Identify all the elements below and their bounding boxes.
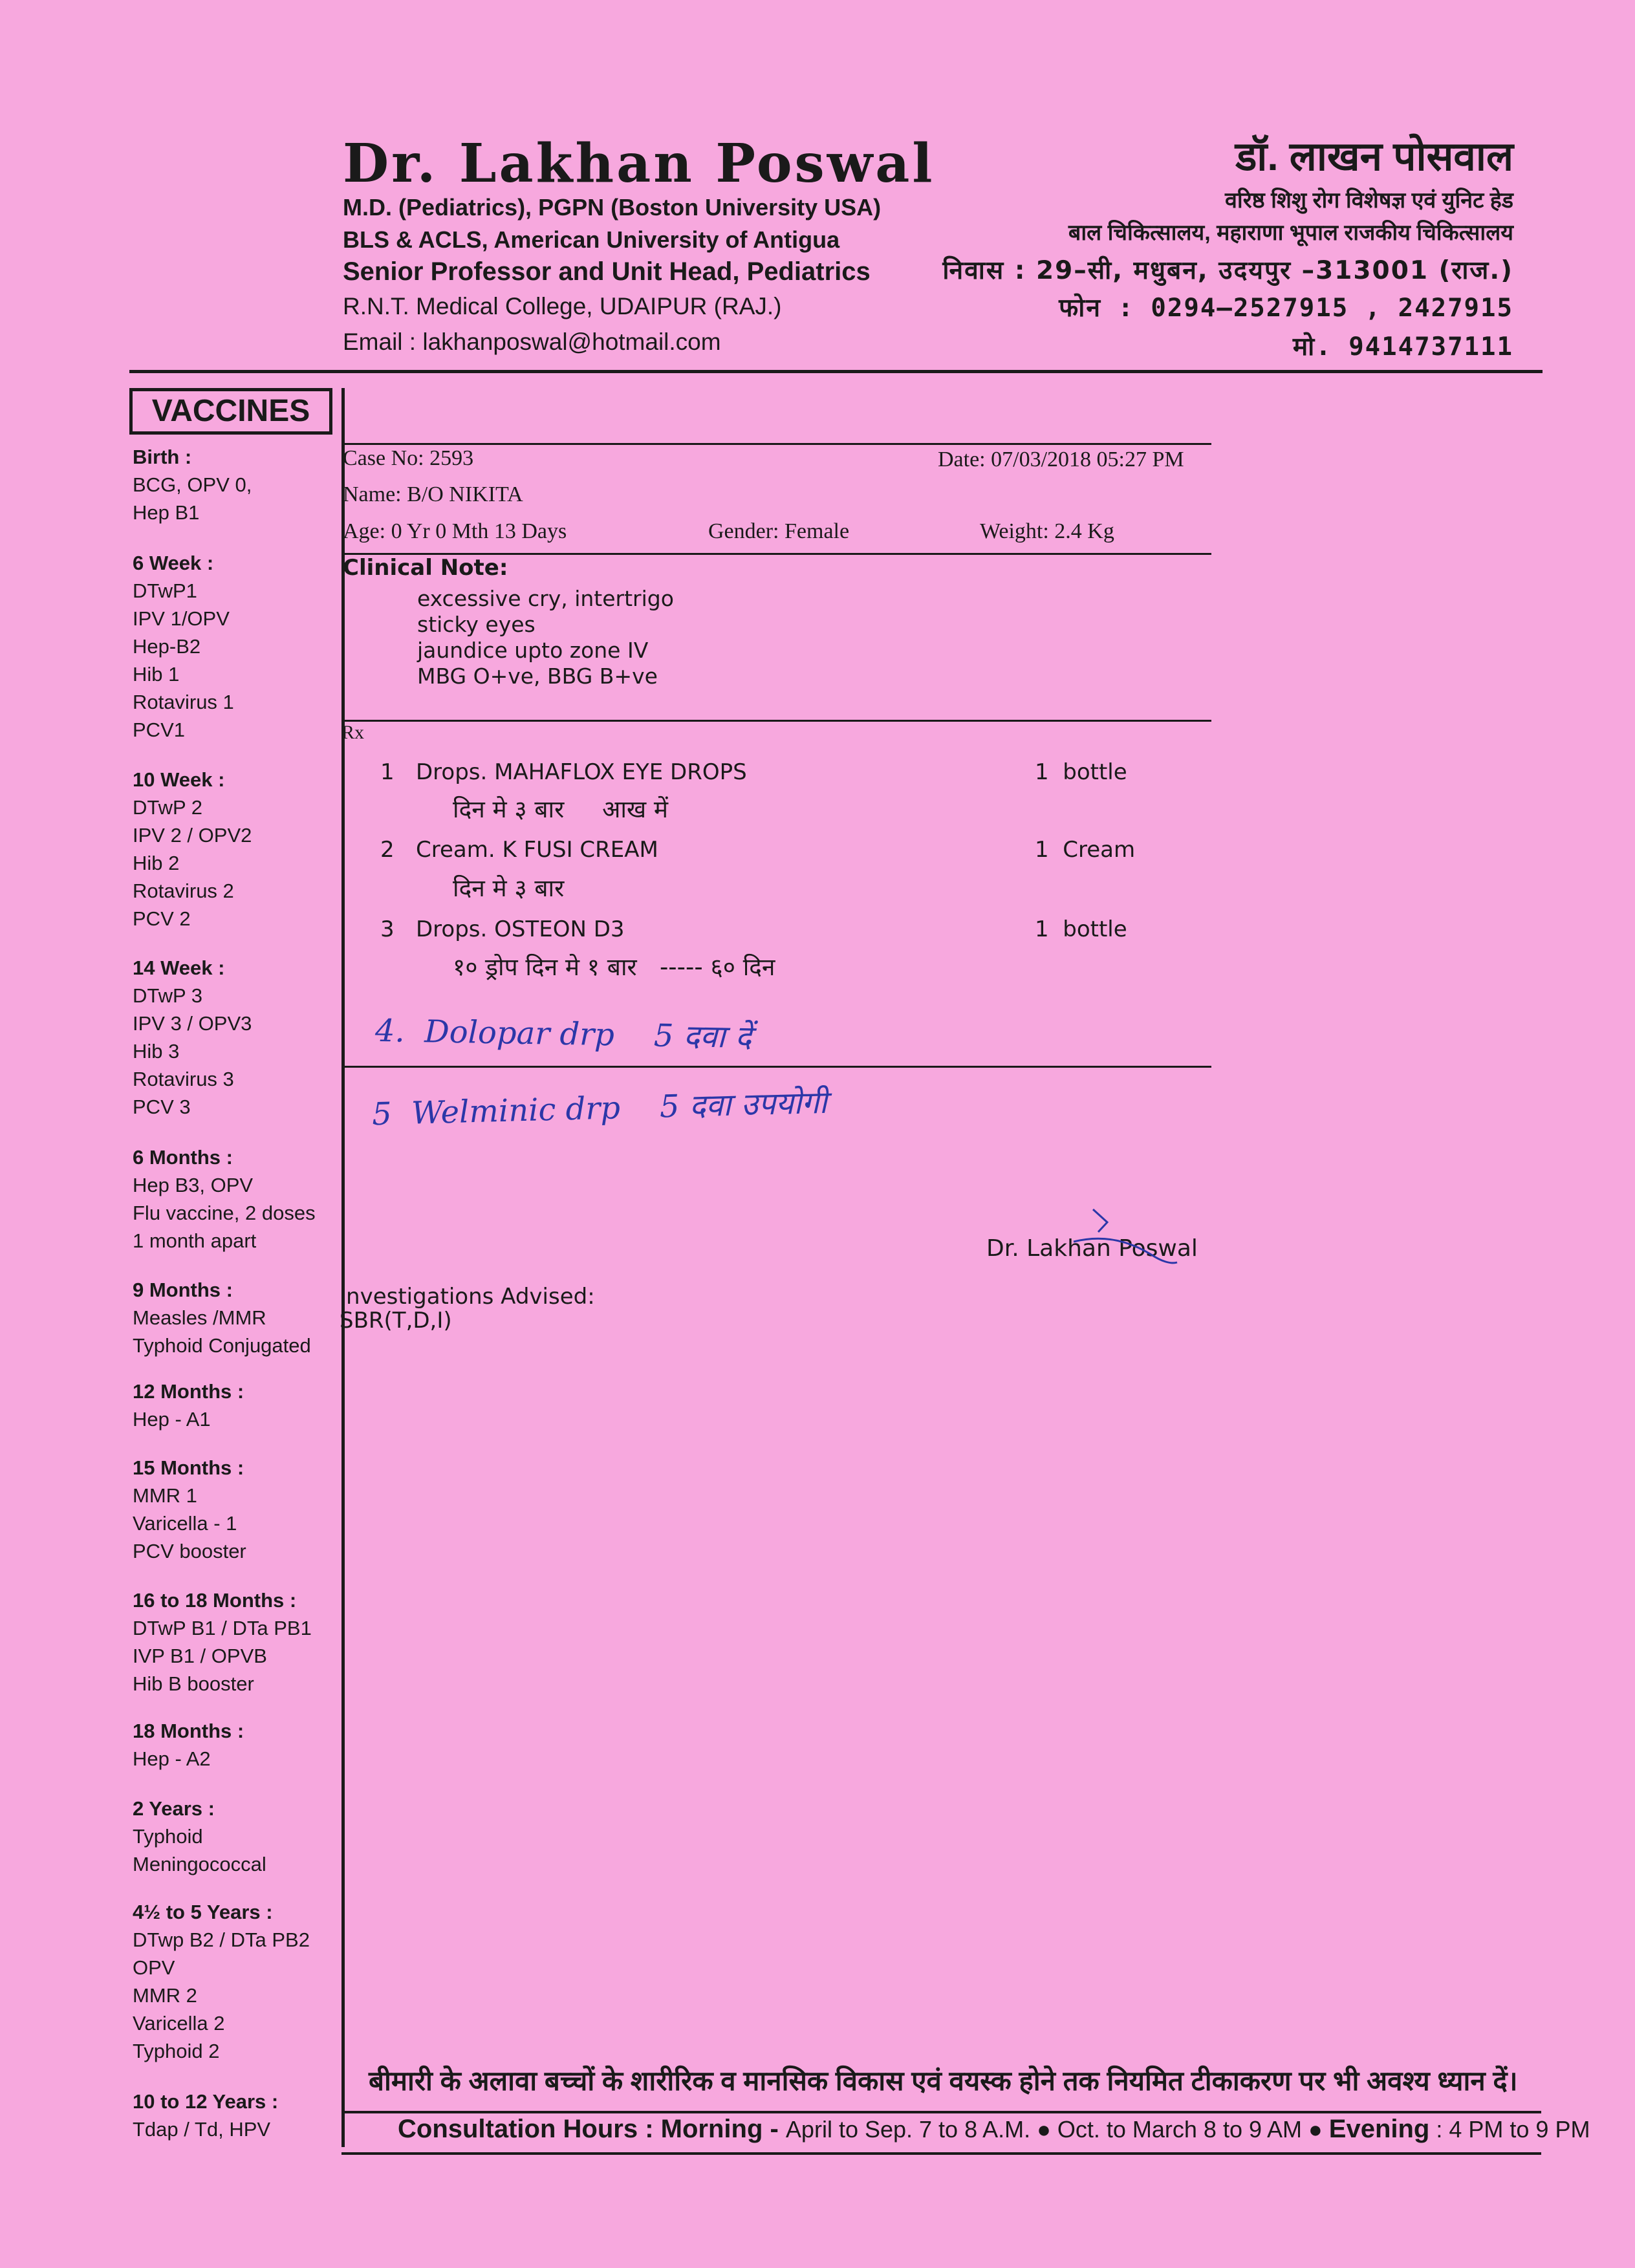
vaccine-item: Hib 2 — [133, 852, 180, 874]
vaccine-group-6-months — [133, 1143, 340, 1255]
vaccine-heading: 10 to 12 Years : — [133, 2090, 279, 2113]
investigations-label: Investigations Advised: — [340, 1284, 595, 1310]
position: Senior Professor and Unit Head, Pediatrics — [343, 257, 871, 286]
clinical-note-label: Clinical Note: — [343, 555, 508, 581]
vaccine-item: MMR 2 — [133, 1984, 197, 2007]
vaccine-item: Hib 3 — [133, 1040, 180, 1063]
vaccine-heading: 12 Months : — [133, 1380, 244, 1403]
vaccine-heading: 9 Months : — [133, 1279, 233, 1301]
footer-top-rule — [341, 2111, 1541, 2113]
vaccine-item: 1 month apart — [133, 1229, 257, 1252]
footer-bottom-rule — [341, 2152, 1541, 2155]
vaccine-group-10-12-years — [133, 2088, 340, 2143]
vaccine-item: PCV booster — [133, 1540, 246, 1562]
vaccine-heading: 6 Week : — [133, 552, 214, 574]
signature-scribble — [1048, 1203, 1190, 1280]
case-number: Case No: 2593 — [343, 446, 474, 470]
rx-item-number: 2 — [380, 837, 395, 863]
rx-label: Rx — [341, 722, 365, 743]
vaccine-item: Rotavirus 1 — [133, 691, 234, 713]
vaccine-heading: 6 Months : — [133, 1146, 233, 1169]
vaccine-group-18-months — [133, 1717, 340, 1773]
rx-item-instruction: दिन मे ३ बार — [453, 874, 565, 902]
vaccine-item: BCG, OPV 0, — [133, 473, 252, 496]
rx-item-number: 1 — [380, 759, 395, 785]
handwritten-rx-5: 5 Welminic drp 5 दवा उपयोगी — [371, 1084, 828, 1133]
clinical-note-line: jaundice upto zone IV — [417, 638, 649, 663]
vaccine-group-2-years — [133, 1795, 340, 1878]
vaccine-item: DTwP B1 / DTa PB1 — [133, 1617, 312, 1639]
handwritten-rx-4: 4. Dolopar drp 5 दवा दें — [374, 1012, 752, 1056]
footer-hindi-note: बीमारी के अलावा बच्चों के शारीरिक व मानसिक विकास एवं वयस्क होने तक नियमित टीकाकरण पर भी अवश्य ध्यान दें। — [369, 2066, 1518, 2096]
vaccine-item: Typhoid — [133, 1825, 203, 1848]
vaccine-item: Hep B3, OPV — [133, 1174, 254, 1196]
vaccine-item: Hep-B2 — [133, 635, 201, 658]
rx-item-quantity: 1 bottle — [1035, 759, 1127, 785]
evening-label: Evening — [1328, 2115, 1430, 2143]
vaccine-item: Hep B1 — [133, 501, 200, 524]
vaccine-item: PCV1 — [133, 718, 185, 741]
investigations-value: SBR(T,D,I) — [340, 1308, 452, 1334]
vaccine-group-12-months — [133, 1377, 340, 1433]
vaccine-item: Typhoid Conjugated — [133, 1334, 311, 1357]
rx-item-name: Drops. OSTEON D3 — [416, 916, 625, 942]
hindi-mobile: मो. 9414737111 — [1292, 332, 1513, 362]
clinical-note-lines — [417, 586, 674, 689]
vaccine-group-4-5-years — [133, 1898, 340, 2065]
vaccine-item: Hep - A1 — [133, 1408, 211, 1431]
vaccine-item: IVP B1 / OPVB — [133, 1645, 267, 1667]
vaccine-heading: 4½ to 5 Years : — [133, 1901, 273, 1923]
doctor-signature-name: Dr. Lakhan Poswal — [986, 1235, 1198, 1262]
vaccine-item: Measles /MMR — [133, 1306, 266, 1329]
morning-label: Morning - — [660, 2115, 786, 2143]
qualification: M.D. (Pediatrics), PGPN (Boston University USA) — [343, 194, 882, 221]
patient-weight: Weight: 2.4 Kg — [980, 519, 1114, 543]
rx-item-name: Cream. K FUSI CREAM — [416, 837, 658, 863]
hindi-hospital: बाल चिकित्सालय, महाराणा भूपाल राजकीय चिकित्सालय — [1068, 221, 1513, 245]
vaccine-item: DTwP1 — [133, 579, 197, 602]
clinical-note-line: sticky eyes — [417, 612, 536, 637]
vaccine-item: DTwp B2 / DTa PB2 — [133, 1928, 310, 1951]
evening-hours: : 4 PM to 9 PM — [1429, 2116, 1590, 2143]
vaccine-item: Varicella - 1 — [133, 1512, 237, 1535]
vaccine-item: MMR 1 — [133, 1484, 197, 1507]
vaccine-item: PCV 3 — [133, 1096, 191, 1118]
vaccine-group-6-week — [133, 549, 340, 744]
vaccine-item: Meningococcal — [133, 1853, 266, 1875]
clinical-bottom-rule — [341, 720, 1211, 722]
vaccine-item: DTwP 3 — [133, 984, 202, 1007]
vaccine-heading: 18 Months : — [133, 1720, 244, 1742]
rx-item-instruction: दिन मे ३ बार आख में — [453, 795, 669, 823]
vaccine-heading: Birth : — [133, 446, 192, 468]
clinical-note-line: excessive cry, intertrigo — [417, 586, 674, 611]
vaccine-heading: 14 Week : — [133, 956, 225, 979]
vaccine-item: Flu vaccine, 2 doses — [133, 1202, 316, 1224]
vaccine-item: Rotavirus 2 — [133, 880, 234, 902]
vaccine-group-16-18-months — [133, 1586, 340, 1698]
vaccine-group-10-week — [133, 766, 340, 933]
rx-item-quantity: 1 Cream — [1035, 837, 1136, 863]
vaccine-heading: 2 Years : — [133, 1797, 215, 1820]
vaccines-title: VACCINES — [129, 388, 332, 435]
rx-item-instruction: १० ड्रोप दिन मे १ बार ----- ६० दिन — [453, 953, 775, 981]
vaccine-item: PCV 2 — [133, 907, 191, 930]
morning-hours: April to Sep. 7 to 8 A.M. ● Oct. to March 8 to 9 AM ● — [785, 2116, 1329, 2143]
vaccine-item: Hep - A2 — [133, 1747, 211, 1770]
vaccine-group-9-months — [133, 1276, 340, 1359]
vaccine-item: IPV 2 / OPV2 — [133, 824, 252, 847]
header-divider — [129, 370, 1543, 373]
vaccine-heading: 10 Week : — [133, 768, 225, 791]
vaccine-group-15-months — [133, 1454, 340, 1565]
sidebar-divider — [341, 388, 345, 2147]
hours-label: Consultation Hours : — [398, 2115, 661, 2143]
patient-gender: Gender: Female — [708, 519, 850, 543]
vaccine-item: Rotavirus 3 — [133, 1068, 234, 1090]
doctor-name: Dr. Lakhan Poswal — [343, 133, 935, 195]
hindi-designation: वरिष्ठ शिशु रोग विशेषज्ञ एवं युनिट हेड — [1225, 188, 1513, 213]
vaccine-item: IPV 1/OPV — [133, 607, 230, 630]
certification: BLS & ACLS, American University of Antigua — [343, 226, 840, 253]
rx-item-quantity: 1 bottle — [1035, 916, 1127, 942]
vaccine-item: Hib 1 — [133, 663, 180, 686]
vaccine-group-14-week — [133, 954, 340, 1121]
rx-item-number: 3 — [380, 916, 395, 942]
vaccine-item: Varicella 2 — [133, 2012, 225, 2035]
clinical-note-line: MBG O+ve, BBG B+ve — [417, 664, 658, 689]
vaccine-item: DTwP 2 — [133, 796, 202, 819]
rx-bottom-rule — [341, 1066, 1211, 1068]
rx-item-name: Drops. MAHAFLOX EYE DROPS — [416, 759, 747, 785]
consultation-hours — [398, 2115, 1590, 2144]
vaccine-item: Hib B booster — [133, 1672, 254, 1695]
visit-date: Date: 07/03/2018 05:27 PM — [938, 448, 1184, 471]
vaccine-heading: 15 Months : — [133, 1456, 244, 1479]
hindi-doctor-name: डॉ. लाखन पोसवाल — [1235, 135, 1513, 179]
hindi-phone: फोन : 0294–2527915 , 2427915 — [1059, 294, 1513, 323]
patient-name: Name: B/O NIKITA — [343, 482, 523, 506]
patient-top-rule — [341, 443, 1211, 445]
vaccine-item: IPV 3 / OPV3 — [133, 1012, 252, 1035]
college: R.N.T. Medical College, UDAIPUR (RAJ.) — [343, 293, 782, 319]
vaccine-item: Typhoid 2 — [133, 2040, 220, 2062]
vaccine-group-birth — [133, 443, 340, 526]
email: Email : lakhanposwal@hotmail.com — [343, 329, 721, 355]
vaccine-item: Tdap / Td, HPV — [133, 2118, 271, 2141]
patient-age: Age: 0 Yr 0 Mth 13 Days — [343, 519, 567, 543]
vaccine-heading: 16 to 18 Months : — [133, 1589, 297, 1612]
hindi-address: निवास : 29–सी, मधुबन, उदयपुर –313001 (राज.) — [942, 256, 1513, 285]
vaccine-item: OPV — [133, 1956, 175, 1979]
